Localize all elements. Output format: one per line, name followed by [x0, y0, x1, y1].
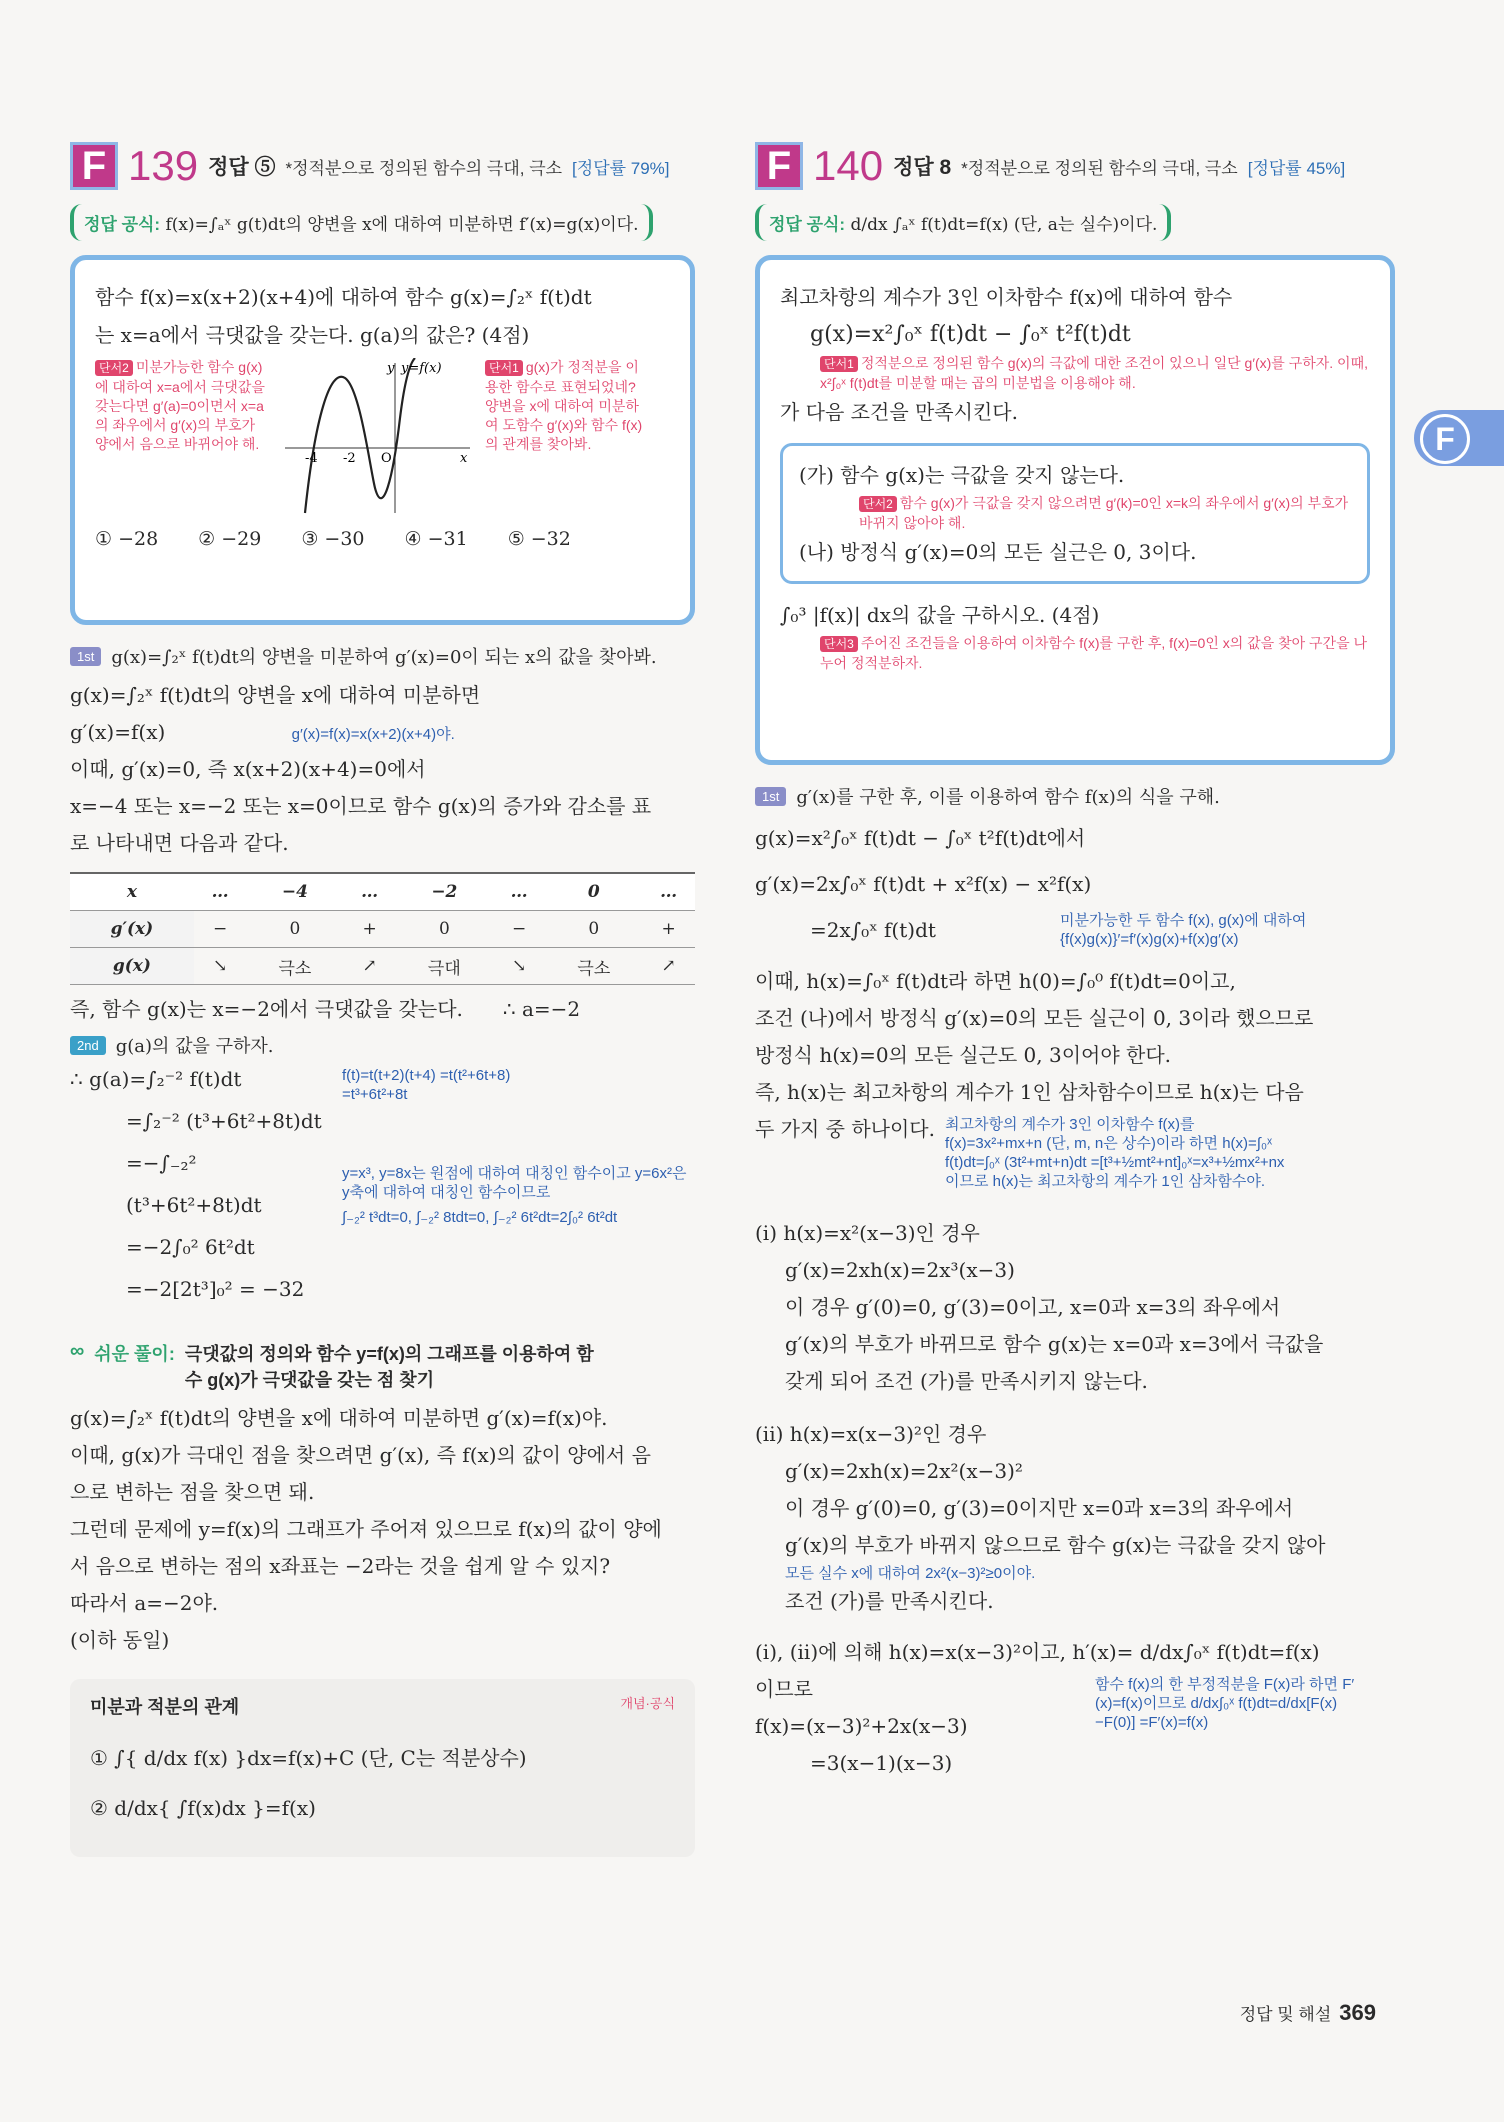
- table-cell: …: [642, 873, 695, 911]
- easy-line: 이때, g(x)가 극대인 점을 찾으려면 g′(x), 즉 f(x)의 값이 양에서 음: [70, 1443, 651, 1467]
- case-1-line: g′(x)=2xh(x)=2x³(x−3): [785, 1258, 1015, 1282]
- r-line-b3: 방정식 h(x)=0의 모든 실근도 0, 3이어야 한다.: [755, 1043, 1172, 1067]
- easy-solution-header: [70, 1340, 695, 1392]
- table-cell: −4: [247, 873, 344, 911]
- clue-2-tag: 단서2: [95, 360, 133, 376]
- conclusion-text: 즉, 함수 g(x)는 x=−2에서 극댓값을 갖는다.: [70, 997, 463, 1021]
- problem-header: [70, 140, 695, 192]
- formula-text: d/dx ∫ₐˣ f(t)dt=f(x) (단, a는 실수)이다.: [850, 215, 1158, 235]
- easy-solution-body: [70, 1400, 695, 1659]
- case-2-note: 모든 실수 x에 대하여 2x²(x−3)²≥0이야.: [785, 1565, 1036, 1582]
- case-1-line: (i) h(x)=x²(x−3)인 경우: [755, 1221, 980, 1245]
- footer-label: 정답 및 해설: [1239, 2005, 1332, 2024]
- step-1-solution: [755, 815, 1395, 1782]
- table-cell: 0: [247, 911, 344, 948]
- table-cell: ↗: [343, 948, 396, 985]
- r-line-b5: 두 가지 중 하나이다.: [755, 1117, 935, 1141]
- concept-title: 미분과 적분의 관계: [90, 1697, 240, 1717]
- choice-5[interactable]: ⑤ −32: [507, 528, 571, 550]
- table-cell: −: [194, 911, 247, 948]
- correct-rate: [정답률 45%]: [1247, 158, 1346, 178]
- s1-line-2-text: g′(x)=f(x): [70, 720, 166, 744]
- clue-2: [799, 494, 1351, 533]
- problem-line-1: 함수 f(x)=x(x+2)(x+4)에 대하여 함수 g(x)=∫₂ˣ f(t)dt: [95, 285, 592, 309]
- left-column: [70, 140, 695, 1857]
- table-cell: 0: [396, 911, 493, 948]
- concept-line-1: ① ∫{ d/dx f(x) }dx=f(x)+C (단, C는 적분상수): [90, 1746, 527, 1770]
- step-2-text: g(a)의 값을 구하자.: [115, 1036, 274, 1057]
- answer-label: 정답 ⑤: [208, 156, 276, 179]
- r-line-b2: 조건 (나)에서 방정식 g′(x)=0의 모든 실근이 0, 3이라 했으므로: [755, 1006, 1314, 1030]
- case-2-line: 이 경우 g′(0)=0, g′(3)=0이지만 x=0과 x=3의 좌우에서: [785, 1496, 1294, 1520]
- formula-label: 정답 공식:: [769, 215, 846, 234]
- final-result: [755, 1634, 1395, 1782]
- choice-4[interactable]: ④ −31: [404, 528, 468, 550]
- s1-line-4: x=−4 또는 x=−2 또는 x=0이므로 함수 g(x)의 증가와 감소를 표: [70, 794, 652, 818]
- easy-line: 따라서 a=−2야.: [70, 1591, 219, 1615]
- s2-note-2: y=x³, y=8x는 원점에 대하여 대칭인 함수이고 y=6x²은 y축에 대하여 대칭인 함수이므로: [342, 1165, 687, 1201]
- clue-2-tag: 단서2: [859, 496, 897, 512]
- origin-label: O: [381, 451, 392, 466]
- y-axis-label: y: [387, 361, 395, 376]
- step-1: [755, 783, 1395, 809]
- answer-choices: [95, 528, 670, 550]
- step-2: [70, 1032, 695, 1058]
- problem-box: [755, 255, 1395, 765]
- sign-table: [70, 872, 695, 985]
- clue-1-tag: 단서1: [820, 356, 858, 372]
- s1-line-5: 로 나타내면 다음과 같다.: [70, 831, 289, 855]
- table-cell: 극대: [396, 948, 493, 985]
- table-cell: …: [343, 873, 396, 911]
- table-cell: ↗: [642, 948, 695, 985]
- r-line-b1: 이때, h(x)=∫₀ˣ f(t)dt라 하면 h(0)=∫₀⁰ f(t)dt=0이고,: [755, 969, 1236, 993]
- table-cell: 0: [545, 873, 642, 911]
- final-line: =3(x−1)(x−3): [810, 1751, 953, 1775]
- easy-line: g(x)=∫₂ˣ f(t)dt의 양변을 x에 대하여 미분하면 g′(x)=f(x)야.: [70, 1406, 608, 1430]
- clue-1-text: 정적분으로 정의된 함수 g(x)의 극값에 대한 조건이 있으니 일단 g′(x)를 구하자. 이때, x²∫₀ˣ f(t)dt를 미분할 때는 곱의 미분법을 이용해야 해.: [820, 355, 1368, 391]
- conclusion-result: ∴ a=−2: [502, 997, 581, 1021]
- easy-line: 으로 변하는 점을 찾으면 돼.: [70, 1480, 315, 1504]
- section-badge: F: [70, 142, 118, 190]
- easy-solution-icon: ∞: [70, 1340, 85, 1362]
- clue-2-text: 함수 g(x)가 극값을 갖지 않으려면 g′(k)=0인 x=k의 좌우에서 g′(x)의 부호가 바뀌지 않아야 해.: [859, 495, 1349, 531]
- condition-b: (나) 방정식 g′(x)=0의 모든 실근은 0, 3이다.: [799, 540, 1197, 564]
- topic-label: *정적분으로 정의된 함수의 극대, 극소: [285, 158, 563, 178]
- case-2: [755, 1416, 1395, 1620]
- choice-3[interactable]: ③ −30: [301, 528, 365, 550]
- step-1-badge: 1st: [70, 647, 101, 666]
- step-1: [70, 643, 695, 669]
- s2-note-3: ∫₋₂² t³dt=0, ∫₋₂² 8tdt=0, ∫₋₂² 6t²dt=2∫₀² 6t²dt: [342, 1209, 618, 1226]
- table-cell: −2: [396, 873, 493, 911]
- step-1-text: g(x)=∫₂ˣ f(t)dt의 양변을 미분하여 g′(x)=0이 되는 x의 값을 찾아봐.: [111, 647, 657, 668]
- correct-rate: [정답률 79%]: [572, 158, 670, 178]
- r-line-a2: g′(x)=2x∫₀ˣ f(t)dt + x²f(x) − x²f(x): [755, 872, 1092, 896]
- question: ∫₀³ |f(x)| dx의 값을 구하시오. (4점): [780, 603, 1100, 627]
- table-cell: g′(x): [70, 911, 194, 948]
- case-1: [755, 1215, 1395, 1400]
- note-product-rule: 미분가능한 두 함수 f(x), g(x)에 대하여 {f(x)g(x)}′=f′(x)g(x)+f(x)g′(x): [1060, 912, 1307, 948]
- topic-label: *정적분으로 정의된 함수의 극대, 극소: [961, 158, 1238, 178]
- s2-line-2: =∫₂⁻² (t³+6t²+8t)dt: [126, 1109, 322, 1133]
- s1-note: g′(x)=f(x)=x(x+2)(x+4)야.: [291, 726, 455, 743]
- answer-formula: [755, 204, 1171, 241]
- note-cubic: 최고차항의 계수가 3인 이차함수 f(x)를 f(x)=3x²+mx+n (단, m, n은 상수)이라 하면 h(x)=∫₀ˣ f(t)dt=∫₀ˣ (3t²+mt+n)dt =[t³+½mt²+nt]₀ˣ=x³+½mx²+nx 이므로 h(x)는 최고차항의 계수가 1인 삼차함수야.: [945, 1116, 1285, 1190]
- clue-1: [780, 354, 1370, 393]
- table-cell: 극소: [247, 948, 344, 985]
- side-tab-letter: F: [1420, 414, 1470, 464]
- table-cell: 극소: [545, 948, 642, 985]
- table-cell: 0: [545, 911, 642, 948]
- tick-neg2: -2: [343, 451, 356, 466]
- final-line: 이므로: [755, 1677, 813, 1701]
- clue-3-text: 주어진 조건들을 이용하여 이차함수 f(x)를 구한 후, f(x)=0인 x의 값을 찾아 구간을 나누어 정적분하자.: [820, 635, 1368, 671]
- function-graph: [275, 358, 475, 518]
- problem-number: 139: [128, 142, 199, 189]
- s2-line-3: =−∫₋₂² (t³+6t²+8t)dt: [126, 1151, 262, 1217]
- formula-text: f(x)=∫ₐˣ g(t)dt의 양변을 x에 대하여 미분하면 f′(x)=g(x)이다.: [165, 215, 639, 235]
- case-1-line: 이 경우 g′(0)=0, g′(3)=0이고, x=0과 x=3의 좌우에서: [785, 1295, 1281, 1319]
- clue-2-text: 미분가능한 함수 g(x)에 대하여 x=a에서 극댓값을 갖는다면 g′(a)=0이면서 x=a의 좌우에서 g′(x)의 부호가 양에서 음으로 바뀌어야 해.: [95, 359, 265, 452]
- r-line-b4: 즉, h(x)는 최고차항의 계수가 1인 삼차함수이므로 h(x)는 다음: [755, 1080, 1304, 1104]
- x-axis-label: x: [460, 451, 468, 466]
- clue-1-text: g(x)가 정적분을 이용한 함수로 표현되었네? 양변을 x에 대하여 미분하여 도함수 g′(x)와 함수 f(x)의 관계를 찾아봐.: [485, 359, 643, 452]
- final-note: 함수 f(x)의 한 부정적분을 F(x)라 하면 F′(x)=f(x)이므로 d/dx∫₀ˣ f(t)dt=d/dx[F(x)−F(0)] =F′(x)=f(x): [1095, 1676, 1355, 1731]
- table-cell: ↘: [493, 948, 546, 985]
- step-1-solution: [70, 677, 695, 862]
- concept-line-2: ② d/dx{ ∫f(x)dx }=f(x): [90, 1796, 316, 1820]
- case-2-line: g′(x)의 부호가 바뀌지 않으므로 함수 g(x)는 극값을 갖지 않아: [785, 1533, 1326, 1557]
- problem-number: 140: [813, 142, 884, 189]
- table-cell: g(x): [70, 948, 194, 985]
- table-header-row: [70, 873, 695, 911]
- table-cell: …: [194, 873, 247, 911]
- easy-solution-title: 극댓값의 정의와 함수 y=f(x)의 그래프를 이용하여 함수 g(x)가 극댓값을 갖는 점 찾기: [184, 1344, 594, 1390]
- table-row: [70, 911, 695, 948]
- step-1-text: g′(x)를 구한 후, 이를 이용하여 함수 f(x)의 식을 구해.: [796, 787, 1220, 808]
- r-line-a3: =2x∫₀ˣ f(t)dt: [810, 918, 936, 942]
- section-side-tab[interactable]: [1414, 410, 1504, 466]
- step-1-badge: 1st: [755, 787, 786, 806]
- tick-neg4: -4: [305, 451, 318, 466]
- table-cell: +: [343, 911, 396, 948]
- easy-line: (이하 동일): [70, 1628, 170, 1652]
- curve-label: y=f(x): [401, 361, 442, 376]
- table-cell: +: [642, 911, 695, 948]
- condition-box: [780, 443, 1370, 584]
- case-2-line: 조건 (가)를 만족시킨다.: [785, 1589, 994, 1613]
- conclusion: [70, 991, 695, 1028]
- case-2-line: (ii) h(x)=x(x−3)²인 경우: [755, 1422, 987, 1446]
- section-badge: F: [755, 142, 803, 190]
- table-cell: −: [493, 911, 546, 948]
- answer-formula: [70, 204, 653, 241]
- answer-label: 정답 8: [893, 156, 952, 179]
- formula-label: 정답 공식:: [84, 215, 161, 234]
- table-cell: …: [493, 873, 546, 911]
- s2-line-4: =−2∫₀² 6t²dt: [126, 1235, 255, 1259]
- problem-equation: g(x)=x²∫₀ˣ f(t)dt − ∫₀ˣ t²f(t)dt: [810, 322, 1131, 347]
- table-row: [70, 948, 695, 985]
- clue-1-tag: 단서1: [485, 360, 523, 376]
- choice-1[interactable]: ① −28: [95, 528, 159, 550]
- s2-line-1: ∴ g(a)=∫₂⁻² f(t)dt: [70, 1067, 242, 1091]
- clue-3-tag: 단서3: [820, 636, 858, 652]
- s1-line-2: [70, 714, 695, 751]
- case-1-line: 갖게 되어 조건 (가)를 만족시키지 않는다.: [785, 1369, 1148, 1393]
- concept-box: [70, 1679, 695, 1857]
- table-cell: ↘: [194, 948, 247, 985]
- easy-solution-label: 쉬운 풀이:: [94, 1344, 175, 1364]
- clue-1: [485, 358, 645, 518]
- clue-3: [780, 634, 1370, 673]
- step-2-badge: 2nd: [70, 1036, 106, 1055]
- s2-note-1: f(t)=t(t+2)(t+4) =t(t²+6t+8) =t³+6t²+8t: [342, 1067, 511, 1103]
- easy-line: 서 음으로 변하는 점의 x좌표는 −2라는 것을 쉽게 알 수 있지?: [70, 1554, 611, 1578]
- clue-2: [95, 358, 265, 518]
- case-2-line: g′(x)=2xh(x)=2x²(x−3)²: [785, 1459, 1023, 1483]
- s1-line-3: 이때, g′(x)=0, 즉 x(x+2)(x+4)=0에서: [70, 757, 426, 781]
- concept-subtitle: 개념·공식: [620, 1696, 675, 1711]
- problem-header: [755, 140, 1395, 192]
- choice-2[interactable]: ② −29: [198, 528, 262, 550]
- r-line-a1: g(x)=x²∫₀ˣ f(t)dt − ∫₀ˣ t²f(t)dt에서: [755, 826, 1086, 850]
- problem-line-1: 최고차항의 계수가 3인 이차함수 f(x)에 대하여 함수: [780, 285, 1233, 309]
- table-cell: x: [70, 873, 194, 911]
- page-number: 369: [1339, 2000, 1376, 2025]
- s1-line-1: g(x)=∫₂ˣ f(t)dt의 양변을 x에 대하여 미분하면: [70, 683, 481, 707]
- easy-line: 그런데 문제에 y=f(x)의 그래프가 주어져 있으므로 f(x)의 값이 양에: [70, 1517, 662, 1541]
- page-footer: [1240, 2000, 1376, 2026]
- final-line: f(x)=(x−3)²+2x(x−3): [755, 1714, 968, 1738]
- s2-line-5: =−2[2t³]₀² = −32: [126, 1277, 305, 1301]
- problem-line-2: 가 다음 조건을 만족시킨다.: [780, 400, 1018, 424]
- case-1-line: g′(x)의 부호가 바뀌므로 함수 g(x)는 x=0과 x=3에서 극값을: [785, 1332, 1324, 1356]
- problem-box: [70, 255, 695, 625]
- condition-a: (가) 함수 g(x)는 극값을 갖지 않는다.: [799, 463, 1125, 487]
- right-column: [755, 140, 1395, 1782]
- final-line: (i), (ii)에 의해 h(x)=x(x−3)²이고, h′(x)= d/dx∫₀ˣ f(t)dt=f(x): [755, 1640, 1320, 1664]
- problem-line-2: 는 x=a에서 극댓값을 갖는다. g(a)의 값은? (4점): [95, 323, 530, 347]
- step-2-solution: [70, 1058, 695, 1310]
